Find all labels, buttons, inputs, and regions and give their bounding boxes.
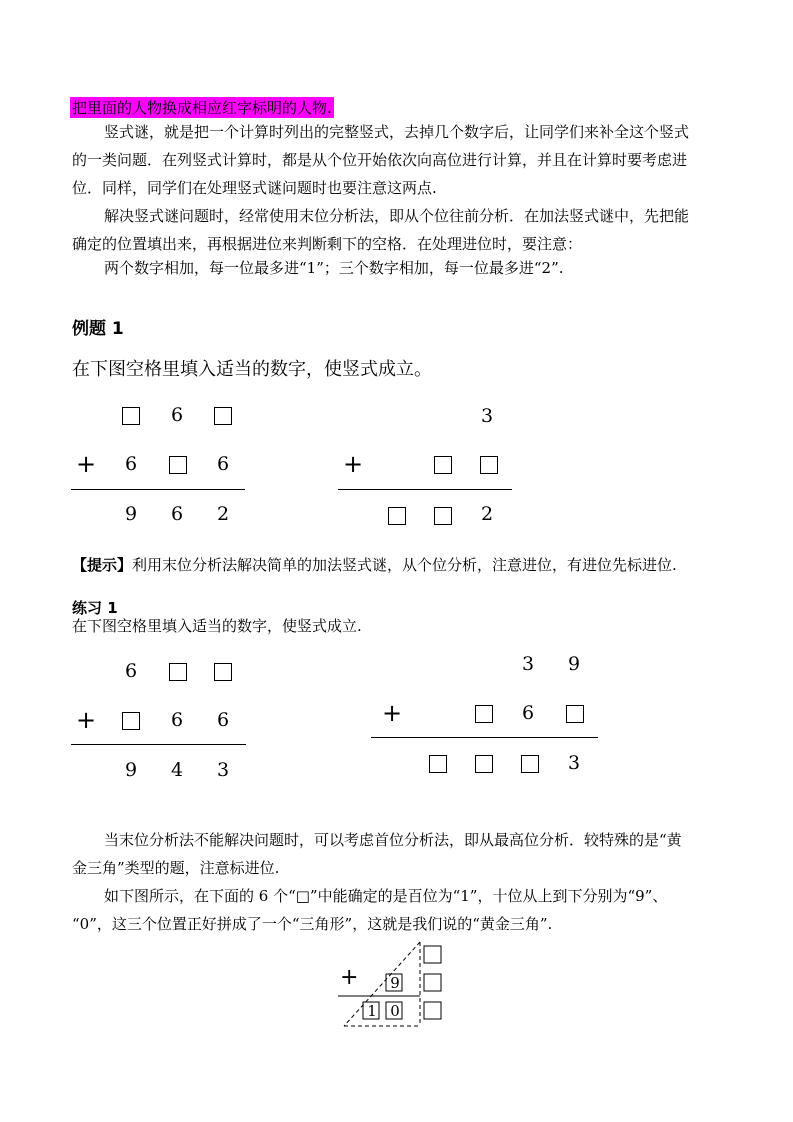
- practice1-question: 在下图空格里填入适当的数字，使竖式成立.: [72, 617, 362, 635]
- digit: 6: [170, 709, 184, 731]
- digit: 6: [124, 453, 138, 475]
- digit: 2: [216, 503, 230, 525]
- intro-p2-line1: 解决竖式谜问题时，经常使用末位分析法，即从个位往前分析．在加法竖式谜中，先把能: [104, 207, 690, 225]
- digit: 4: [170, 759, 184, 781]
- digit: 3: [216, 759, 230, 781]
- example1-title: 例题 1: [72, 319, 124, 339]
- blank-box: [521, 755, 539, 773]
- section2-p1-line1: 当末位分析法不能解决问题时，可以考虑首位分析法，即从最高位分析．较特殊的是“黄: [104, 831, 682, 849]
- blank-box: [429, 755, 447, 773]
- intro-p1-line1: 竖式谜，就是把一个计算时列出的完整竖式，去掉几个数字后，让同学们来补全这个竖式: [104, 123, 690, 141]
- blank-box: [475, 705, 493, 723]
- example1-question: 在下图空格里填入适当的数字，使竖式成立。: [72, 359, 432, 380]
- blank-box: [169, 456, 187, 474]
- blank-box: [122, 712, 140, 730]
- sum-line: [71, 744, 246, 745]
- blank-box: [122, 407, 140, 425]
- plus-sign: +: [343, 450, 364, 478]
- blank-box: [475, 755, 493, 773]
- digit: 9: [124, 503, 138, 525]
- section2-p1-line2: 金三角”类型的题，注意标进位.: [72, 859, 280, 877]
- sum-line: [71, 489, 245, 490]
- triangle-digit-9: 9: [390, 974, 400, 992]
- digit: 3: [521, 653, 535, 675]
- blank-box: [566, 705, 584, 723]
- triangle-digit-0: 0: [390, 1002, 400, 1020]
- hint: [72, 551, 677, 579]
- section2-p2-line1: 如下图所示，在下面的 6 个“□”中能确定的是百位为“1”，十位从上到下分别为“9”、: [104, 887, 668, 905]
- digit: 9: [567, 653, 581, 675]
- digit: 3: [480, 405, 494, 427]
- digit: 6: [170, 404, 184, 426]
- blank-box: [434, 507, 452, 525]
- digit: 6: [170, 503, 184, 525]
- plus-sign: +: [76, 450, 97, 478]
- plus-sign: +: [382, 699, 403, 727]
- blank-box: [388, 507, 406, 525]
- section2-p2-line2: “0”，这三个位置正好拼成了一个“三角形”，这就是我们说的“黄金三角”.: [72, 915, 553, 933]
- intro-p1-line2: 的一类问题．在列竖式计算时，都是从个位开始依次向高位进行计算，并且在计算时要考虑进: [72, 151, 688, 169]
- practice1-title: 练习 1: [72, 599, 118, 617]
- hint-label: 【提示】: [72, 556, 133, 574]
- intro-p2-line2: 确定的位置填出来，再根据进位来判断剩下的空格．在处理进位时，要注意：: [72, 235, 583, 253]
- sum-line: [371, 737, 598, 738]
- intro-p1-line3: 位．同样，同学们在处理竖式谜问题时也要注意这两点.: [72, 179, 437, 197]
- intro-p3: 两个数字相加，每一位最多进“1”；三个数字相加，每一位最多进“2”.: [104, 259, 564, 277]
- digit: 6: [216, 709, 230, 731]
- digit: 6: [521, 702, 535, 724]
- digit: 3: [567, 752, 581, 774]
- plus-sign: +: [76, 706, 97, 734]
- blank-box: [434, 456, 452, 474]
- digit: 6: [216, 453, 230, 475]
- instruction-highlight: 把里面的人物换成相应红字标明的人物.: [72, 99, 332, 117]
- sum-line: [338, 489, 512, 490]
- plus-sign: +: [340, 965, 359, 990]
- blank-box: [214, 407, 232, 425]
- digit: 2: [480, 503, 494, 525]
- hint-text: 利用末位分析法解决简单的加法竖式谜，从个位分析，注意进位，有进位先标进位.: [132, 556, 677, 574]
- blank-box: [480, 456, 498, 474]
- blank-box: [214, 663, 232, 681]
- digit: 9: [124, 759, 138, 781]
- triangle-digit-1: 1: [367, 1002, 377, 1020]
- blank-box: [169, 663, 187, 681]
- digit: 6: [124, 660, 138, 682]
